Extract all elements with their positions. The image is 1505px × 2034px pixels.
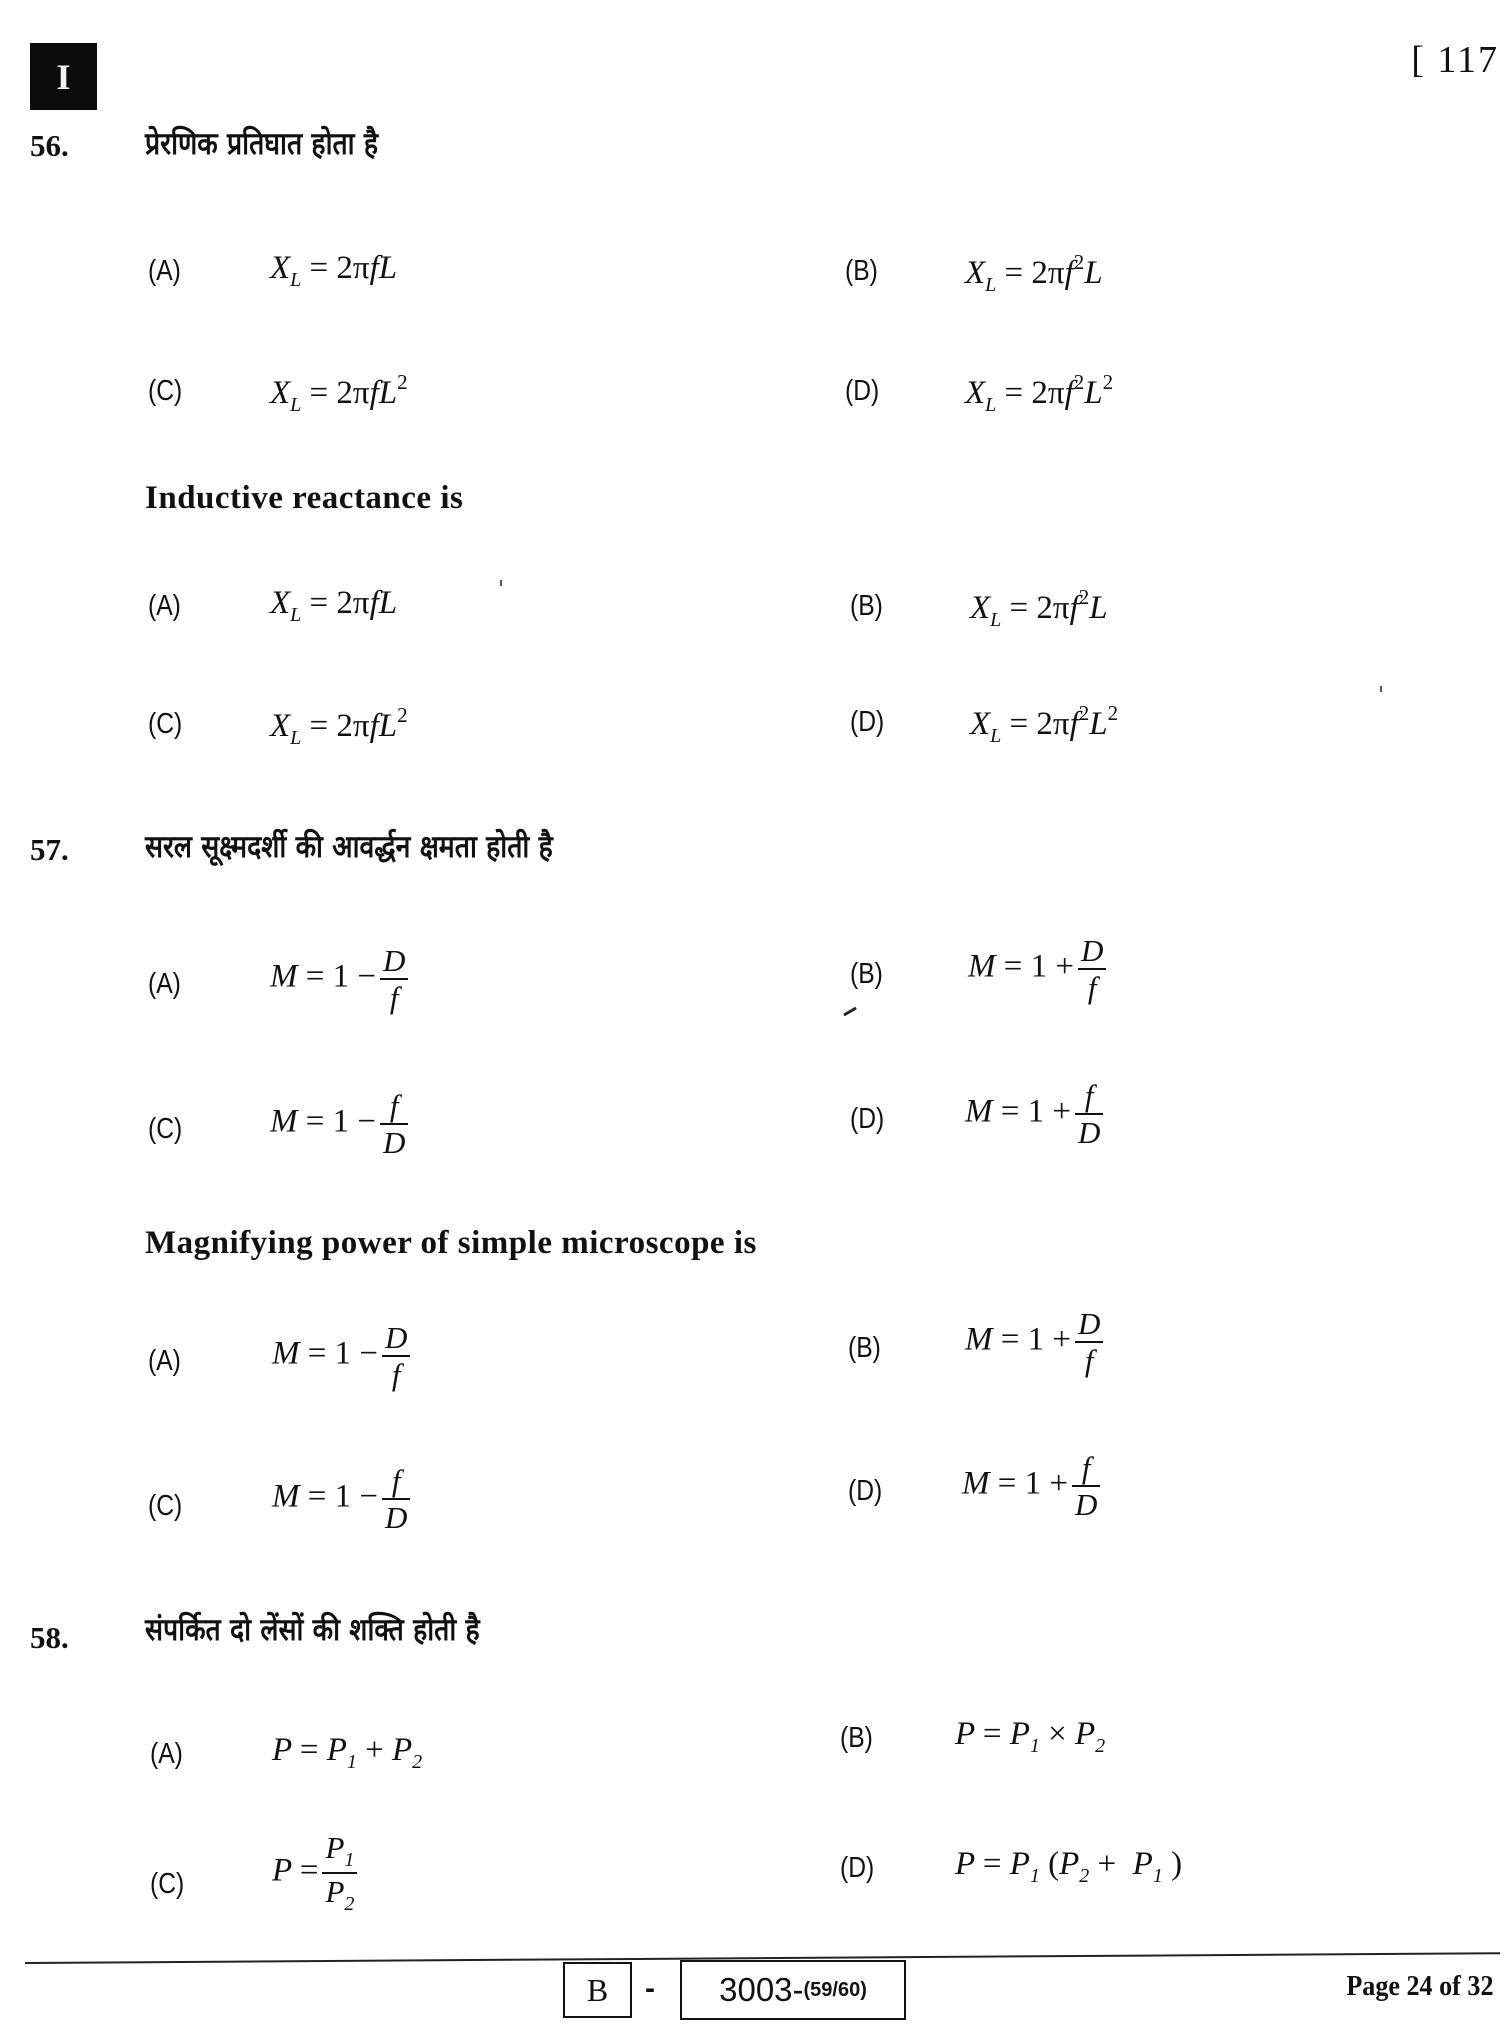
option-label: (A) [150,1738,183,1770]
option-formula: $X_L = 2\pi fL^2$ [270,370,408,416]
option-formula: M = 1 − $\frac{D}{f}$ [272,1322,410,1390]
option-label: (D) [840,1852,875,1884]
series-box [563,1962,632,2018]
page-number: Page 24 of 32 [1345,1970,1493,2002]
question-text-hindi: संपर्कित दो लेंसों की शक्ति होती है [145,1612,480,1648]
option-formula: $P = P_1 \times P_2$ [955,1716,1106,1757]
option-label: (D) [845,375,880,407]
question-text-hindi: सरल सूक्ष्मदर्शी की आवर्द्धन क्षमता होती है [145,829,553,865]
paper-code: 3003- [719,1971,804,2008]
question-number: 57. [30,832,69,867]
option-formula: M = 1 + $\frac{f}{D}$ [962,1452,1100,1520]
option-formula: $X_L = 2\pi f^2L^2$ [970,701,1119,747]
scan-speck [1380,686,1382,692]
option-label: (A) [148,968,181,1000]
question-text-english: Inductive reactance is [145,480,464,516]
set-code-badge [30,43,97,110]
option-label: (C) [148,708,183,740]
option-label: (D) [850,1103,885,1135]
option-label: (B) [850,958,883,990]
series-code: B [586,1971,609,2008]
option-formula: $X_L = 2\pi f^2L$ [970,585,1108,631]
option-formula: M = 1 + $\frac{f}{D}$ [965,1080,1103,1148]
option-label: (D) [850,706,885,738]
question-number: 58. [30,1620,69,1655]
paper-code-box [680,1960,906,2020]
option-label: (B) [848,1332,881,1364]
option-formula: M = 1 − $\frac{D}{f}$ [270,945,408,1013]
page-reference: [ 117 [1411,39,1499,81]
option-formula: $P = P_1 + P_2$ [272,1732,423,1773]
option-formula: M = 1 + $\frac{D}{f}$ [968,935,1106,1003]
question-text-hindi: प्रेरणिक प्रतिघात होता है [145,126,379,162]
option-label: (A) [148,255,181,287]
option-label: (D) [848,1475,883,1507]
option-label: (C) [148,375,183,407]
option-formula: $X_L = 2\pi fL$ [270,250,398,291]
paper-code-suffix: (59/60) [803,1978,867,2001]
option-formula: M = 1 + $\frac{D}{f}$ [965,1308,1103,1376]
option-formula: M = 1 − $\frac{f}{D}$ [272,1465,410,1533]
option-label: (B) [850,590,883,622]
footer-separator: - [645,1972,655,2005]
question-number: 56. [30,128,69,163]
option-formula: $X_L = 2\pi f^2L^2$ [965,370,1114,416]
option-label: (A) [148,590,181,622]
option-formula: M = 1 − $\frac{f}{D}$ [270,1090,408,1158]
option-label: (A) [148,1345,181,1377]
option-formula: P = $\frac{P_1}{P_2}$ [272,1832,357,1914]
option-label: (C) [150,1868,185,1900]
option-formula: $P = P_1$ ($P_2 + P_1$ ) [955,1846,1183,1887]
scan-speck [500,580,502,586]
option-label: (B) [845,255,878,287]
question-text-english: Magnifying power of simple microscope is [145,1225,757,1261]
option-formula: $X_L = 2\pi fL$ [270,585,398,626]
set-code: I [56,56,71,97]
option-label: (C) [148,1490,183,1522]
scan-mark [843,1007,857,1017]
option-formula: $X_L = 2\pi f^2L$ [965,250,1103,296]
option-formula: $X_L = 2\pi fL^2$ [270,703,408,749]
option-label: (B) [840,1722,873,1754]
option-label: (C) [148,1113,183,1145]
